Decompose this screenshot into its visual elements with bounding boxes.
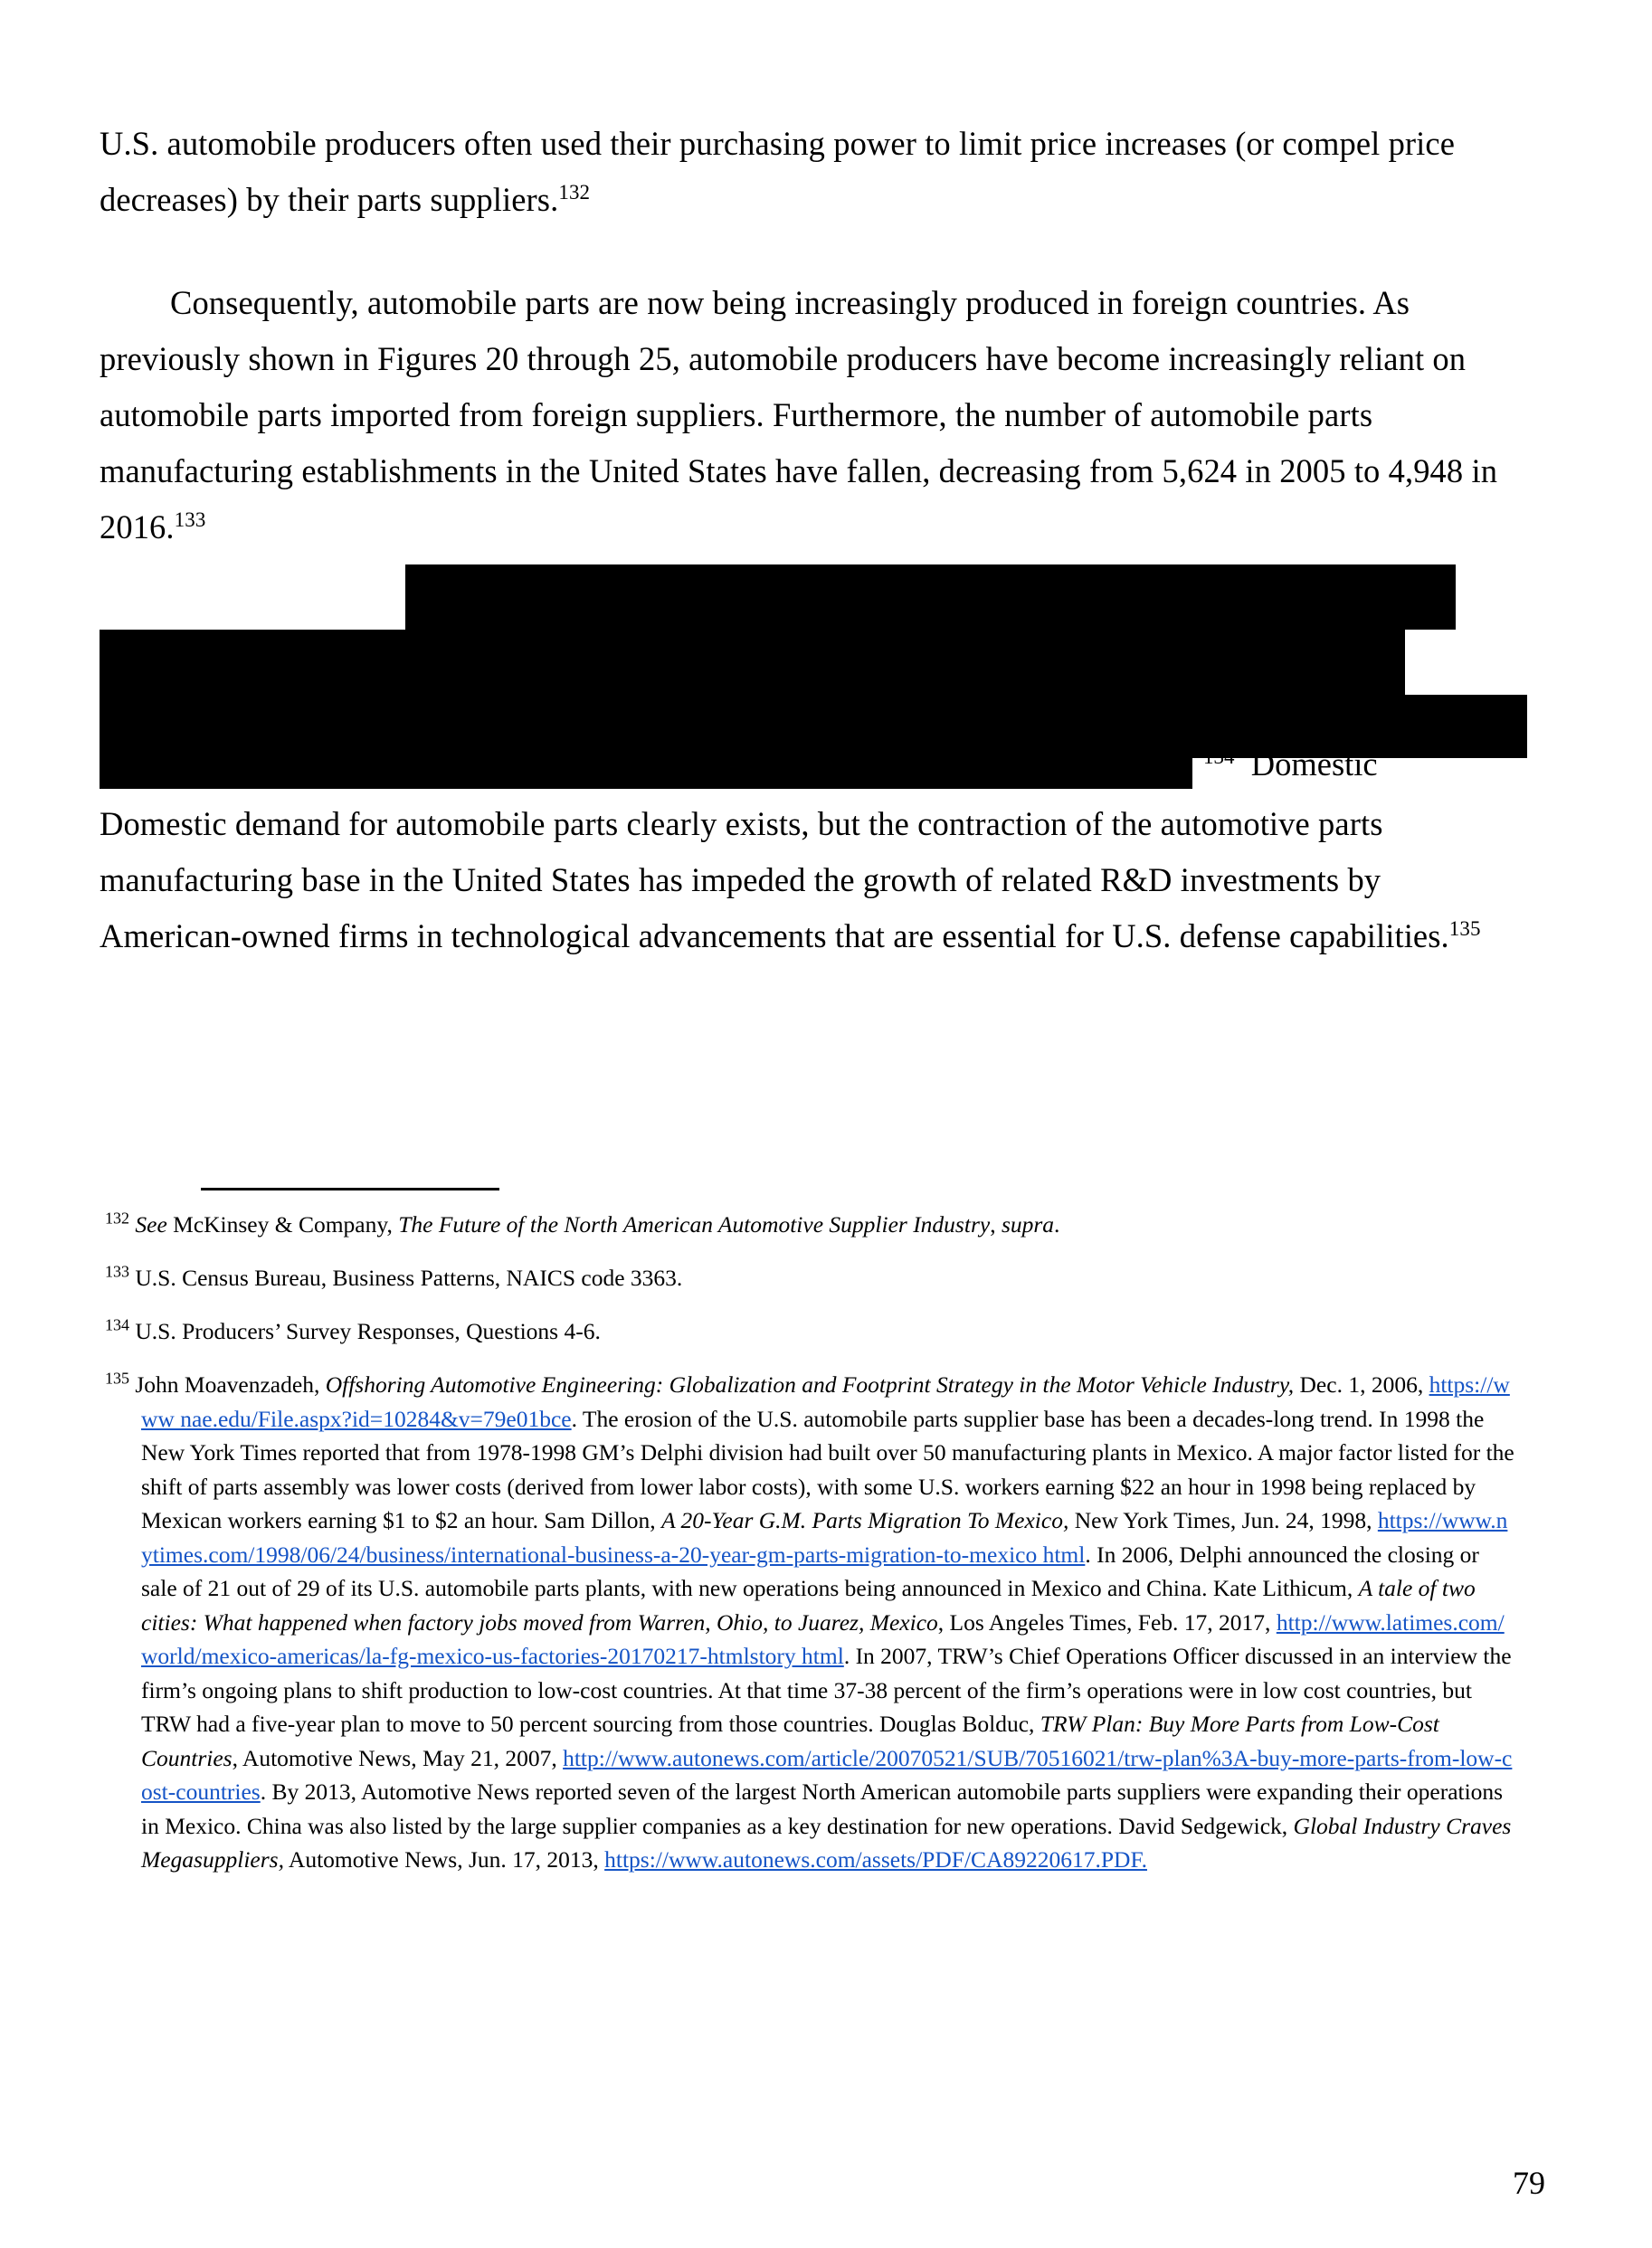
footnote-italic-text: Global Industry Craves Megasuppliers, — [141, 1812, 1512, 1873]
footnote-italic-text: A tale of two cities: What happened when factory jobs moved from Warren, Ohio, to Juarez, Mexico — [141, 1575, 1476, 1636]
footnote-text: U.S. Census Bureau, Business Patterns, NAICS code 3363. — [135, 1265, 683, 1291]
footnote-text: Dec. 1, 2006, — [1294, 1371, 1429, 1398]
paragraph-2-part-1 — [100, 275, 1520, 555]
footnote-text: New York Times, Jun. 24, 1998, — [1068, 1507, 1378, 1533]
footnote-italic-text: TRW Plan: Buy More Parts from Low-Cost Countries — [141, 1711, 1439, 1771]
footnote-ref-133[interactable]: 133 — [174, 507, 206, 531]
redaction-block — [100, 630, 1405, 695]
redaction-trailing-text — [1203, 740, 1378, 789]
footnote-link[interactable]: https://www.autonews.com/assets/PDF/CA89220617.PDF. — [604, 1846, 1147, 1873]
footnote-133 — [105, 1261, 1516, 1295]
footnote-text: . — [1054, 1211, 1060, 1238]
footnote-link[interactable]: http://www.latimes.com/world/mexico-americas/la-fg-mexico-us-factories-20170217-htmlstory html — [141, 1608, 1505, 1669]
footnote-number-132: 132 — [105, 1209, 129, 1228]
footnote-number-133: 133 — [105, 1262, 129, 1281]
body-text-area — [100, 116, 1520, 555]
footnote-italic-text: A 20-Year G.M. Parts Migration To Mexico, — [661, 1507, 1069, 1533]
footnote-italic-text: Offshoring Automotive Engineering: Globalization and Footprint Strategy in the Motor Vehicle Industry, — [325, 1371, 1295, 1398]
paragraph-2-text-after-redaction: Domestic demand for automobile parts clearly exists, but the contraction of the automotive parts manufacturing base in the United States has impeded the growth of related R&D investments by American-owned firms in technological advancements that are essential for U.S. defense capabilities. — [100, 805, 1449, 954]
footnote-text: , Los Angeles Times, Feb. 17, 2017, — [937, 1608, 1277, 1636]
paragraph-spacer — [100, 228, 1520, 275]
footnote-text: . In 2006, Delphi announced the closing or sale of 21 out of 29 of its U.S. automobile parts plants, with new operations being announced in Mexico and China. Kate Lithicum, — [141, 1541, 1479, 1601]
domestic-word: Domestic — [1250, 745, 1378, 783]
paragraph-1 — [100, 116, 1520, 228]
footnote-italic-text: See — [135, 1211, 174, 1238]
footnote-link[interactable]: https://www.nytimes.com/1998/06/24/business/international-business-a-20-year-gm-parts-migration-to-mexico html — [141, 1507, 1508, 1568]
footnote-italic-text: The Future of the North American Automotive Supplier Industry — [398, 1211, 991, 1238]
footnote-ref-132[interactable]: 132 — [558, 180, 591, 204]
redaction-block — [100, 758, 1192, 789]
paragraph-2-text-before-redaction: Consequently, automobile parts are now being increasingly produced in foreign countries. As previously shown in Figures 20 through 25, automobile producers have become increasingly reliant on automobile parts imported from foreign suppliers. Furthermore, the number of automobile parts manufacturing establishments in the United States have fallen, decreasing from 5,624 in 2005 to 4,948 in 2016. — [100, 284, 1498, 545]
footnote-ref-135[interactable]: 135 — [1448, 916, 1481, 940]
footnote-text: McKinsey & Company, — [173, 1211, 399, 1238]
footnote-text: . The erosion of the U.S. automobile parts supplier base has been a decades-long trend. In 1998 the New York Times reported that from 1978-1998 GM’s Delphi division had built over 50 manufacturing plants in Mexico. A major factor listed for the shift of parts assembly was lower costs (derived from lower labor costs), with some U.S. workers earning $22 an hour in 1998 being replaced by Mexican workers earning $1 to $2 an hour. Sam Dillon, — [141, 1405, 1514, 1533]
paragraph-1-text: U.S. automobile producers often used their purchasing power to limit price increases (or compel price decreases) by their parts suppliers. — [100, 125, 1456, 218]
footnote-text: . By 2013, Automotive News reported seven of the largest North American automobile parts suppliers were expanding their operations in Mexico. China was also listed by the large supplier companies as a key destination for new operations. David Sedgewick, — [141, 1778, 1504, 1839]
footnote-number-135: 135 — [105, 1369, 129, 1388]
footnote-separator-rule — [201, 1188, 499, 1190]
footnote-number-134: 134 — [105, 1315, 129, 1334]
footnote-text: . In 2007, TRW’s Chief Operations Officer discussed in an interview the firm’s ongoing plans to shift production to low-cost countries. At that time 37-38 percent of the firm’s operations were in low cost countries, but TRW had a five-year plan to move to 50 percent sourcing from those countries. Douglas Bolduc, — [141, 1643, 1512, 1737]
footnote-text: U.S. Producers’ Survey Responses, Questions 4-6. — [135, 1318, 601, 1344]
footnote-text: Automotive News, Jun. 17, 2013, — [283, 1846, 605, 1873]
footnotes-area — [105, 1208, 1516, 1877]
page-number: 79 — [1513, 2165, 1545, 2201]
footnote-132 — [105, 1208, 1516, 1241]
paragraph-2-part-2 — [100, 796, 1529, 964]
footnote-134 — [105, 1314, 1516, 1348]
footnote-135 — [105, 1368, 1516, 1877]
footnote-link[interactable]: https://www nae.edu/File.aspx?id=10284&v=79e01bce — [141, 1371, 1510, 1432]
footnote-link[interactable]: http://www.autonews.com/article/20070521/SUB/70516021/trw-plan%3A-buy-more-parts-from-low-cost-countries — [141, 1744, 1513, 1805]
footnote-text: John Moavenzadeh, — [135, 1371, 326, 1398]
footnote-ref-134[interactable]: 134 — [1203, 745, 1235, 768]
redaction-block — [405, 564, 1456, 630]
footnote-text: , Automotive News, May 21, 2007, — [232, 1744, 564, 1771]
footnote-italic-text: supra — [1001, 1211, 1055, 1238]
body-text-continuation — [100, 796, 1529, 964]
footnote-text: , — [990, 1211, 1002, 1238]
